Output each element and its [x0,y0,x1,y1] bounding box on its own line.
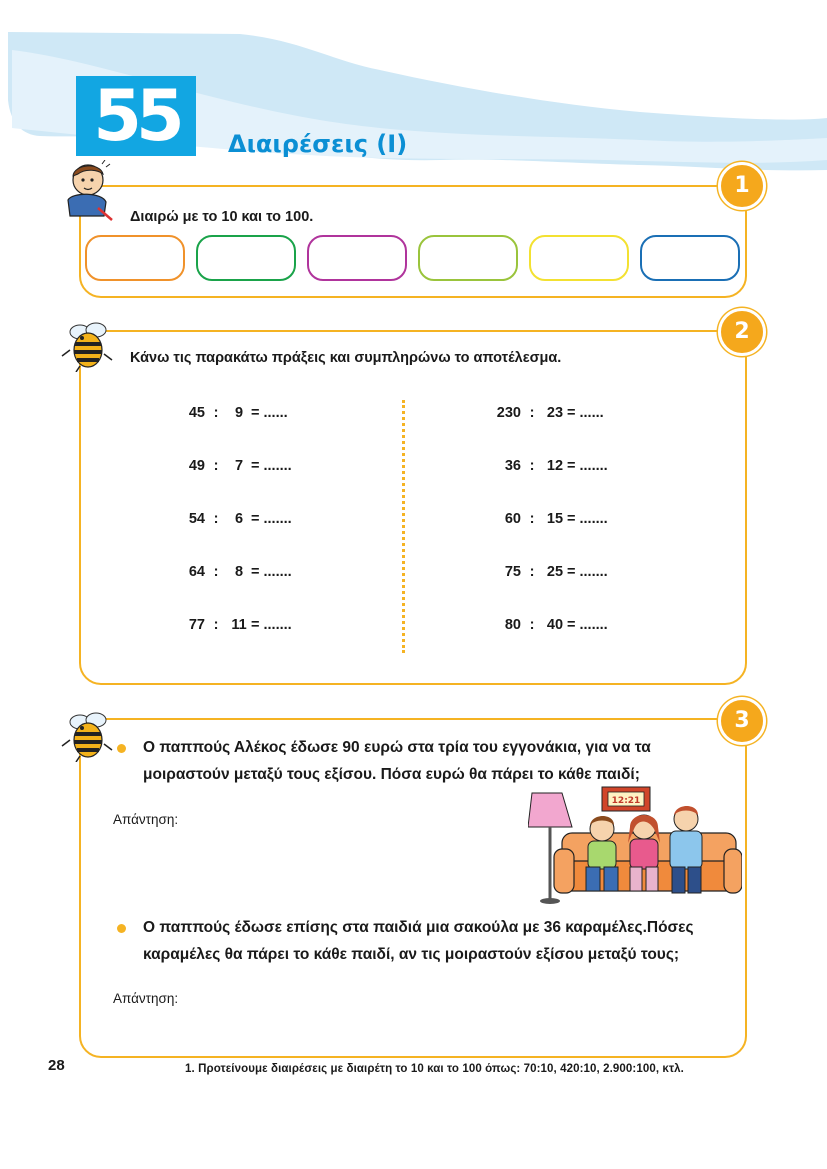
answer-blank[interactable]: = ...... [567,405,604,421]
division-row-right-2: 36 : 12 = ....... [504,458,608,474]
boy-mascot-icon [58,160,114,226]
word-problem-2: Ο παππούς έδωσε επίσης στα παιδιά μια σακούλα με 36 καραμέλες.Πόσες καραμέλες θα πάρει το κάθε παιδί, αν τις μοιραστούν εξίσου μεταξύ τους; [143,919,694,963]
answer-blank[interactable]: = ....... [567,564,608,580]
footnote: 1. Προτείνουμε διαιρέσεις με διαιρέτη το 10 και το 100 όπως: 70:10, 420:10, 2.900:100, κτλ. [185,1063,684,1075]
division-row-left-2: 49 : 7 = ....... [188,458,292,474]
answer-label-2: Απάντηση: [113,991,179,1006]
division-row-left-4: 64 : 8 = ....... [188,564,292,580]
answer-blank[interactable]: = ....... [567,458,608,474]
exercise-1-instruction: Διαιρώ με το 10 και το 100. [130,209,314,225]
exercise-3-badge: 3 [718,697,766,745]
lesson-title: Διαιρέσεις (Ι) [228,130,408,158]
answer-box-4[interactable] [418,235,518,281]
bee-mascot-icon [60,710,116,762]
division-row-left-3: 54 : 6 = ....... [188,511,292,527]
division-row-right-3: 60 : 15 = ....... [504,511,608,527]
lesson-number: 55 [76,76,196,156]
clock-readout: 12:21 [611,796,641,806]
family-sofa-illustration [528,783,742,905]
answer-blank[interactable]: = ....... [251,617,292,633]
division-row-left-5: 77 : 11 = ....... [188,617,292,633]
bee-mascot-icon [60,320,116,372]
answer-blank[interactable]: = ....... [251,564,292,580]
exercise-2-instruction: Κάνω τις παρακάτω πράξεις και συμπληρώνω το αποτέλεσμα. [130,350,562,366]
answer-blank[interactable]: = ....... [567,511,608,527]
answer-blank[interactable]: = ....... [251,511,292,527]
answer-blank[interactable]: = ...... [251,405,288,421]
answer-blank[interactable]: = ....... [567,617,608,633]
bullet-icon [117,744,126,753]
answer-box-2[interactable] [196,235,296,281]
page-number: 28 [48,1057,65,1074]
bullet-icon [117,924,126,933]
answer-box-1[interactable] [85,235,185,281]
division-row-right-4: 75 : 25 = ....... [504,564,608,580]
division-row-left-1: 45 : 9 = ...... [188,405,288,421]
column-divider [402,400,405,653]
answer-box-5[interactable] [529,235,629,281]
answer-label-1: Απάντηση: [113,812,179,827]
division-row-right-1: 230 : 23 = ...... [496,405,604,421]
answer-blank[interactable]: = ....... [251,458,292,474]
division-row-right-5: 80 : 40 = ....... [504,617,608,633]
answer-box-3[interactable] [307,235,407,281]
exercise-1-badge: 1 [718,162,766,210]
word-problem-1: Ο παππούς Αλέκος έδωσε 90 ευρώ στα τρία του εγγονάκια, για να τα μοιραστούν μεταξύ τους εξίσου. Πόσα ευρώ θα πάρει το κάθε παιδί; [143,739,651,783]
exercise-2-badge: 2 [718,308,766,356]
answer-box-6[interactable] [640,235,740,281]
